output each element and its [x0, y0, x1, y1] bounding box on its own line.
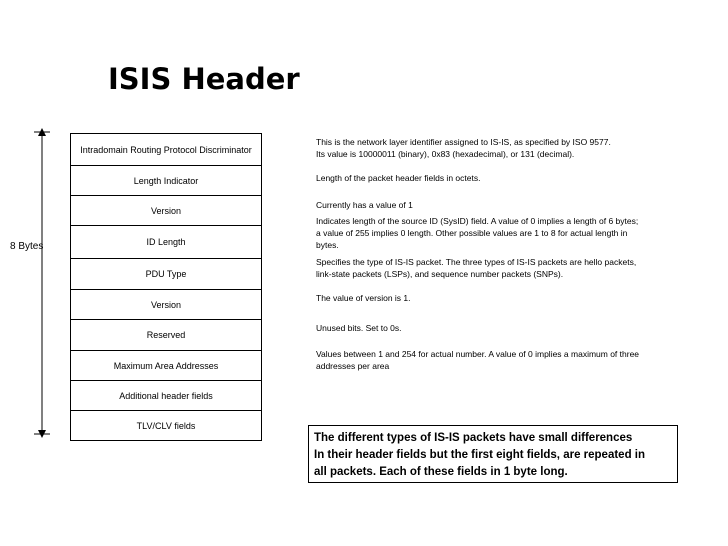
field-max-area-addresses: Maximum Area Addresses: [71, 351, 261, 381]
field-id-length: ID Length: [71, 226, 261, 259]
desc-id-length: Indicates length of the source ID (SysID) field. A value of 0 implies a length of 6 bytes; a value of 255 implies 0 length. Other possible values are 1 to 8 for actual length in bytes.: [316, 216, 639, 250]
desc-pdu-type: Specifies the type of IS-IS packet. The three types of IS-IS packets are hello packets, link-state packets (LSPs), and sequence number packets (SNPs).: [316, 257, 637, 279]
field-pdu-type: PDU Type: [71, 259, 261, 290]
size-label: 8 Bytes: [10, 241, 44, 252]
desc-protocol-discriminator: This is the network layer identifier assigned to IS-IS, as specified by ISO 9577. Its value is 10000011 (binary), 0x83 (hexadecimal), or 131 (decimal).: [316, 137, 611, 159]
field-reserved: Reserved: [71, 320, 261, 351]
field-tlv-clv: TLV/CLV fields: [71, 411, 261, 441]
desc-reserved: Unused bits. Set to 0s.: [316, 323, 402, 333]
field-additional-header: Additional header fields: [71, 381, 261, 411]
page-title: ISIS Header: [108, 62, 300, 96]
size-brace: [32, 128, 52, 438]
summary-note: The different types of IS-IS packets have small differences In their header fields but the first eight fields, are repeated in all packets. Each of these fields in 1 byte long.: [308, 425, 678, 483]
field-length-indicator: Length Indicator: [71, 166, 261, 196]
field-protocol-discriminator: Intradomain Routing Protocol Discriminator: [71, 134, 261, 166]
field-version: Version: [71, 196, 261, 226]
desc-version-2: The value of version is 1.: [316, 293, 411, 303]
header-field-table: [70, 133, 262, 441]
desc-length-indicator: Length of the packet header fields in octets.: [316, 173, 481, 183]
desc-max-area-addresses: Values between 1 and 254 for actual number. A value of 0 implies a maximum of three addresses per area: [316, 349, 640, 371]
field-version-2: Version: [71, 290, 261, 320]
desc-version: Currently has a value of 1: [316, 200, 413, 210]
